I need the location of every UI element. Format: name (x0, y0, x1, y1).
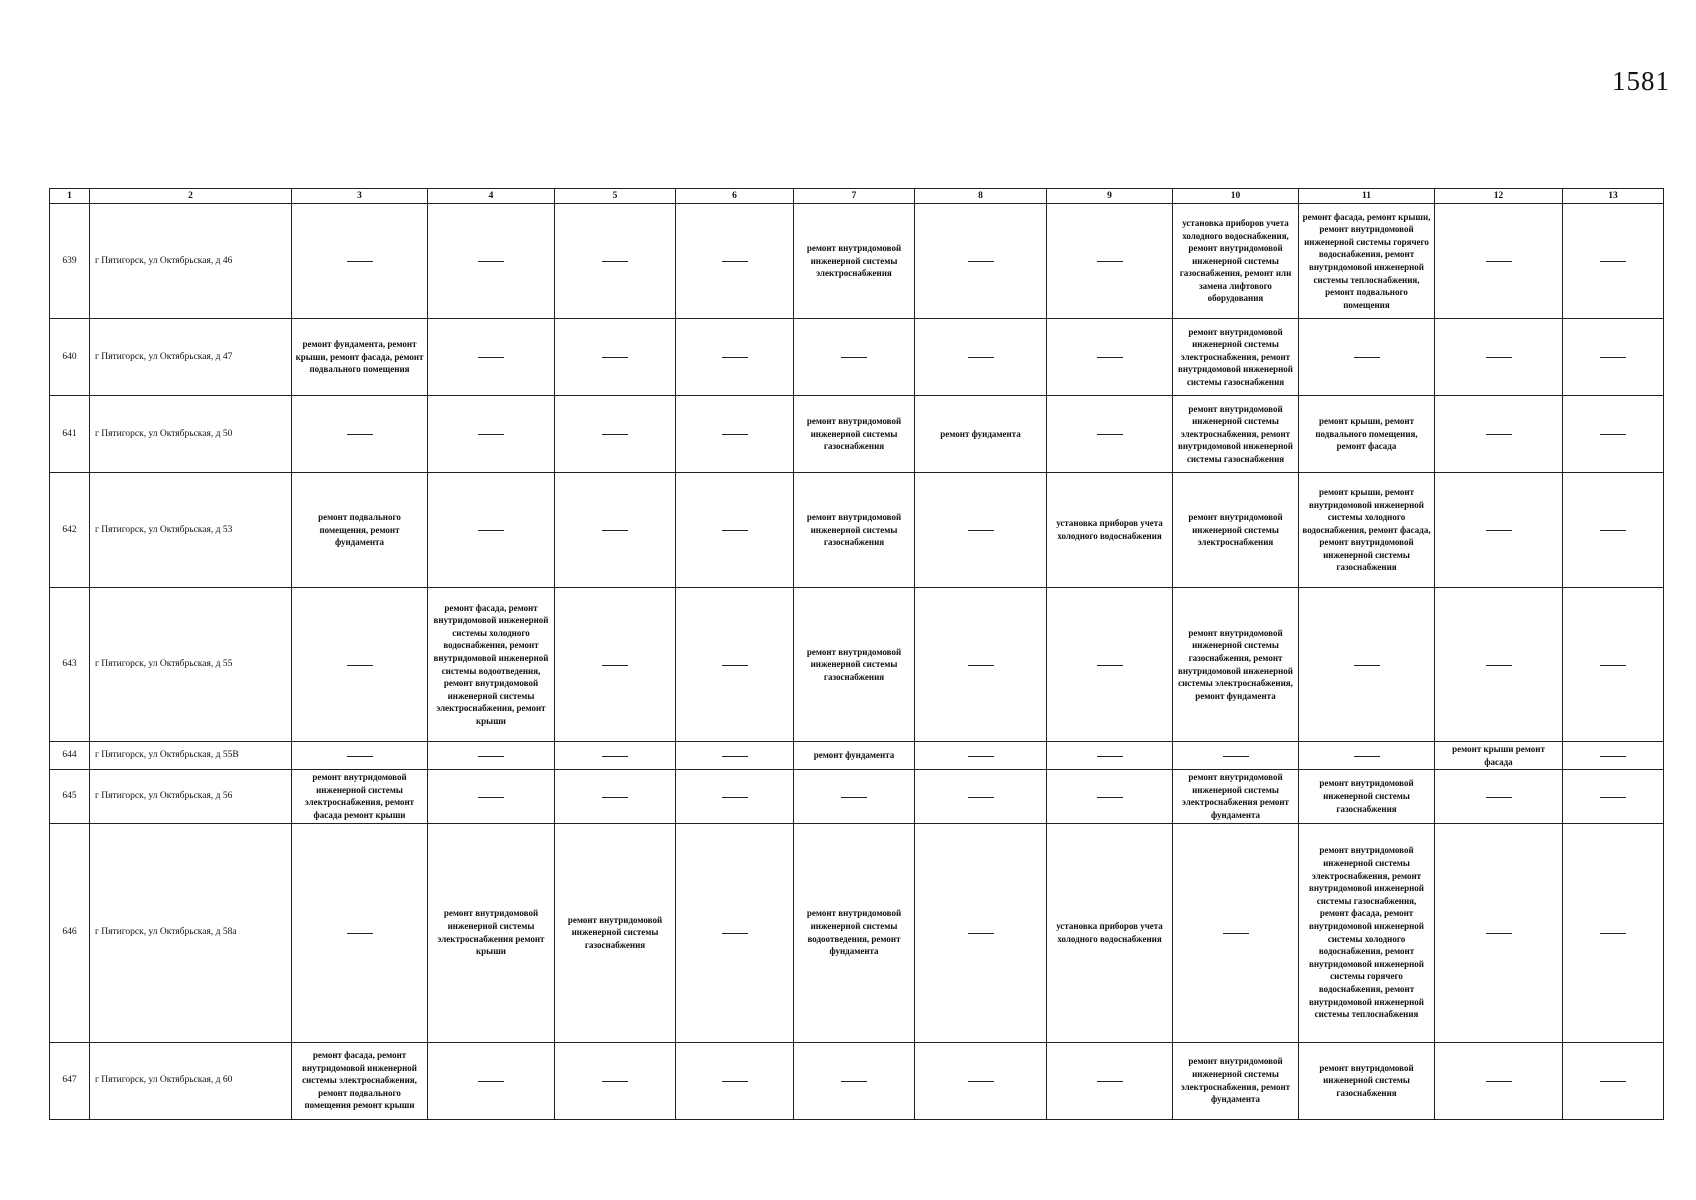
dash-mark (722, 261, 748, 262)
work-type-cell: ремонт внутридомовой инженерной системы водоотведения, ремонт фундамента (794, 823, 915, 1042)
empty-cell (676, 473, 794, 588)
dash-mark (968, 530, 994, 531)
address-cell: г Пятигорск, ул Октябрьская, д 60 (90, 1042, 292, 1119)
empty-cell (1563, 823, 1664, 1042)
dash-mark (1600, 530, 1626, 531)
dash-mark (1097, 1081, 1123, 1082)
dash-mark (602, 797, 628, 798)
dash-mark (1354, 665, 1380, 666)
dash-mark (1223, 933, 1249, 934)
work-type-cell: ремонт фундамента (915, 396, 1047, 473)
dash-mark (347, 665, 373, 666)
empty-cell (1563, 770, 1664, 823)
dash-mark (1097, 756, 1123, 757)
dash-mark (478, 261, 504, 262)
work-type-cell: ремонт внутридомовой инженерной системы газоснабжения (555, 823, 676, 1042)
work-type-cell: ремонт внутридомовой инженерной системы газоснабжения (794, 396, 915, 473)
dash-mark (602, 261, 628, 262)
column-header: 4 (428, 189, 555, 204)
work-type-cell: ремонт фасада, ремонт внутридомовой инженерной системы электроснабжения, ремонт подвального помещения ремонт крыши (292, 1042, 428, 1119)
empty-cell (292, 823, 428, 1042)
dash-mark (722, 797, 748, 798)
address-cell: г Пятигорск, ул Октябрьская, д 58а (90, 823, 292, 1042)
empty-cell (1047, 588, 1173, 742)
work-type-cell: ремонт фасада, ремонт крыши, ремонт внутридомовой инженерной системы горячего водоснабжения, ремонт внутридомовой инженерной системы теплоснабжения, ремонт подвального помещения (1299, 204, 1435, 319)
empty-cell (676, 823, 794, 1042)
work-type-cell: ремонт фундамента, ремонт крыши, ремонт фасада, ремонт подвального помещения (292, 319, 428, 396)
empty-cell (1299, 742, 1435, 770)
dash-mark (478, 530, 504, 531)
column-header: 5 (555, 189, 676, 204)
address-cell: г Пятигорск, ул Октябрьская, д 47 (90, 319, 292, 396)
empty-cell (1435, 1042, 1563, 1119)
table-row (50, 770, 1664, 823)
dash-mark (1097, 665, 1123, 666)
row-number-cell: 643 (50, 588, 90, 742)
dash-mark (722, 756, 748, 757)
column-header: 6 (676, 189, 794, 204)
column-header: 9 (1047, 189, 1173, 204)
column-header: 10 (1173, 189, 1299, 204)
empty-cell (1047, 204, 1173, 319)
dash-mark (968, 756, 994, 757)
dash-mark (1486, 261, 1512, 262)
table-row (50, 1042, 1664, 1119)
table-row (50, 396, 1664, 473)
dash-mark (1600, 357, 1626, 358)
dash-mark (347, 434, 373, 435)
dash-mark (968, 261, 994, 262)
column-header: 2 (90, 189, 292, 204)
table-row (50, 823, 1664, 1042)
dash-mark (841, 1081, 867, 1082)
empty-cell (915, 319, 1047, 396)
work-type-cell: установка приборов учета холодного водоснабжения (1047, 823, 1173, 1042)
empty-cell (555, 473, 676, 588)
empty-cell (915, 1042, 1047, 1119)
work-type-cell: установка приборов учета холодного водоснабжения, ремонт внутридомовой инженерной системы газоснабжения, ремонт или замена лифтового оборудования (1173, 204, 1299, 319)
work-type-cell: ремонт внутридомовой инженерной системы электроснабжения, ремонт фасада ремонт крыши (292, 770, 428, 823)
work-type-cell: ремонт внутридомовой инженерной системы газоснабжения (1299, 1042, 1435, 1119)
column-header: 3 (292, 189, 428, 204)
dash-mark (1486, 530, 1512, 531)
work-type-cell: ремонт внутридомовой инженерной системы газоснабжения (1299, 770, 1435, 823)
row-number-cell: 642 (50, 473, 90, 588)
empty-cell (915, 770, 1047, 823)
empty-cell (1435, 473, 1563, 588)
address-cell: г Пятигорск, ул Октябрьская, д 55 (90, 588, 292, 742)
empty-cell (428, 1042, 555, 1119)
work-type-cell: ремонт внутридомовой инженерной системы электроснабжения, ремонт внутридомовой инженерной системы газоснабжения (1173, 319, 1299, 396)
empty-cell (1435, 770, 1563, 823)
empty-cell (1563, 204, 1664, 319)
work-type-cell: ремонт внутридомовой инженерной системы электроснабжения, ремонт внутридомовой инженерной системы газоснабжения (1173, 396, 1299, 473)
repair-schedule-table (49, 188, 1664, 1120)
empty-cell (555, 742, 676, 770)
empty-cell (1299, 319, 1435, 396)
dash-mark (478, 1081, 504, 1082)
column-header: 7 (794, 189, 915, 204)
work-type-cell: ремонт внутридомовой инженерной системы газоснабжения, ремонт внутридомовой инженерной системы электроснабжения, ремонт фундамента (1173, 588, 1299, 742)
address-cell: г Пятигорск, ул Октябрьская, д 46 (90, 204, 292, 319)
dash-mark (347, 933, 373, 934)
empty-cell (676, 319, 794, 396)
row-number-cell: 640 (50, 319, 90, 396)
dash-mark (1097, 357, 1123, 358)
table-row (50, 319, 1664, 396)
empty-cell (1047, 770, 1173, 823)
column-header: 8 (915, 189, 1047, 204)
work-type-cell: ремонт крыши, ремонт подвального помещения, ремонт фасада (1299, 396, 1435, 473)
empty-cell (1047, 1042, 1173, 1119)
empty-cell (676, 396, 794, 473)
dash-mark (841, 797, 867, 798)
empty-cell (1563, 396, 1664, 473)
dash-mark (1486, 933, 1512, 934)
dash-mark (1486, 797, 1512, 798)
dash-mark (722, 665, 748, 666)
empty-cell (1563, 588, 1664, 742)
dash-mark (602, 434, 628, 435)
empty-cell (794, 770, 915, 823)
work-type-cell: ремонт фундамента (794, 742, 915, 770)
empty-cell (915, 588, 1047, 742)
address-cell: г Пятигорск, ул Октябрьская, д 56 (90, 770, 292, 823)
dash-mark (602, 756, 628, 757)
empty-cell (1435, 823, 1563, 1042)
empty-cell (676, 742, 794, 770)
empty-cell (1435, 204, 1563, 319)
column-number-row (50, 189, 1664, 204)
empty-cell (428, 396, 555, 473)
column-header: 1 (50, 189, 90, 204)
dash-mark (1486, 665, 1512, 666)
dash-mark (968, 357, 994, 358)
dash-mark (1486, 1081, 1512, 1082)
empty-cell (915, 204, 1047, 319)
dash-mark (1097, 797, 1123, 798)
empty-cell (915, 742, 1047, 770)
dash-mark (1486, 357, 1512, 358)
row-number-cell: 639 (50, 204, 90, 319)
dash-mark (1097, 261, 1123, 262)
empty-cell (1563, 1042, 1664, 1119)
row-number-cell: 645 (50, 770, 90, 823)
empty-cell (555, 204, 676, 319)
empty-cell (555, 319, 676, 396)
empty-cell (555, 588, 676, 742)
dash-mark (1354, 756, 1380, 757)
dash-mark (478, 756, 504, 757)
dash-mark (722, 434, 748, 435)
empty-cell (292, 742, 428, 770)
dash-mark (478, 434, 504, 435)
work-type-cell: ремонт внутридомовой инженерной системы газоснабжения (794, 588, 915, 742)
work-type-cell: ремонт внутридомовой инженерной системы электроснабжения, ремонт внутридомовой инженерной системы газоснабжения, ремонт фасада, ремонт внутридомовой инженерной системы холодного водоснабжения, ремонт внутридомовой инженерной системы горячего водоснабжения, ремонт внутридомовой инженерной системы теплоснабжения (1299, 823, 1435, 1042)
dash-mark (1223, 756, 1249, 757)
empty-cell (1435, 588, 1563, 742)
row-number-cell: 647 (50, 1042, 90, 1119)
empty-cell (676, 770, 794, 823)
page-number: 1581 (1612, 66, 1670, 96)
dash-mark (1600, 756, 1626, 757)
address-cell: г Пятигорск, ул Октябрьская, д 53 (90, 473, 292, 588)
dash-mark (602, 357, 628, 358)
work-type-cell: ремонт внутридомовой инженерной системы электроснабжения (794, 204, 915, 319)
empty-cell (676, 204, 794, 319)
dash-mark (722, 1081, 748, 1082)
empty-cell (1563, 319, 1664, 396)
table-row (50, 742, 1664, 770)
dash-mark (722, 933, 748, 934)
empty-cell (292, 204, 428, 319)
empty-cell (428, 742, 555, 770)
dash-mark (1600, 1081, 1626, 1082)
empty-cell (676, 1042, 794, 1119)
dash-mark (347, 261, 373, 262)
dash-mark (1600, 797, 1626, 798)
column-header: 12 (1435, 189, 1563, 204)
column-header: 11 (1299, 189, 1435, 204)
empty-cell (555, 1042, 676, 1119)
row-number-cell: 646 (50, 823, 90, 1042)
dash-mark (347, 756, 373, 757)
dash-mark (602, 665, 628, 666)
row-number-cell: 641 (50, 396, 90, 473)
dash-mark (1600, 434, 1626, 435)
empty-cell (1173, 823, 1299, 1042)
dash-mark (968, 797, 994, 798)
work-type-cell: ремонт подвального помещения, ремонт фундамента (292, 473, 428, 588)
column-header: 13 (1563, 189, 1664, 204)
work-type-cell: установка приборов учета холодного водоснабжения (1047, 473, 1173, 588)
empty-cell (1435, 396, 1563, 473)
dash-mark (722, 530, 748, 531)
empty-cell (428, 319, 555, 396)
dash-mark (1600, 665, 1626, 666)
table-row (50, 473, 1664, 588)
empty-cell (676, 588, 794, 742)
address-cell: г Пятигорск, ул Октябрьская, д 50 (90, 396, 292, 473)
empty-cell (1047, 742, 1173, 770)
dash-mark (722, 357, 748, 358)
work-type-cell: ремонт крыши ремонт фасада (1435, 742, 1563, 770)
empty-cell (1047, 396, 1173, 473)
row-number-cell: 644 (50, 742, 90, 770)
work-type-cell: ремонт внутридомовой инженерной системы электроснабжения, ремонт фундамента (1173, 1042, 1299, 1119)
address-cell: г Пятигорск, ул Октябрьская, д 55В (90, 742, 292, 770)
empty-cell (915, 473, 1047, 588)
empty-cell (794, 319, 915, 396)
work-type-cell: ремонт фасада, ремонт внутридомовой инженерной системы холодного водоснабжения, ремонт внутридомовой инженерной системы водоотведения, ремонт внутридомовой инженерной системы электроснабжения, ремонт крыши (428, 588, 555, 742)
dash-mark (968, 665, 994, 666)
empty-cell (1435, 319, 1563, 396)
dash-mark (602, 1081, 628, 1082)
dash-mark (1354, 357, 1380, 358)
empty-cell (292, 588, 428, 742)
table-row (50, 204, 1664, 319)
table-row (50, 588, 1664, 742)
empty-cell (555, 770, 676, 823)
dash-mark (1486, 434, 1512, 435)
empty-cell (915, 823, 1047, 1042)
empty-cell (428, 473, 555, 588)
work-type-cell: ремонт крыши, ремонт внутридомовой инженерной системы холодного водоснабжения, ремонт фасада, ремонт внутридомовой инженерной системы газоснабжения (1299, 473, 1435, 588)
empty-cell (1563, 742, 1664, 770)
empty-cell (292, 396, 428, 473)
empty-cell (1047, 319, 1173, 396)
empty-cell (428, 204, 555, 319)
dash-mark (1600, 933, 1626, 934)
dash-mark (602, 530, 628, 531)
empty-cell (1299, 588, 1435, 742)
empty-cell (428, 770, 555, 823)
dash-mark (841, 357, 867, 358)
dash-mark (1600, 261, 1626, 262)
work-type-cell: ремонт внутридомовой инженерной системы электроснабжения (1173, 473, 1299, 588)
empty-cell (555, 396, 676, 473)
empty-cell (1563, 473, 1664, 588)
dash-mark (1097, 434, 1123, 435)
empty-cell (1173, 742, 1299, 770)
dash-mark (968, 933, 994, 934)
dash-mark (968, 1081, 994, 1082)
work-type-cell: ремонт внутридомовой инженерной системы газоснабжения (794, 473, 915, 588)
empty-cell (794, 1042, 915, 1119)
dash-mark (478, 797, 504, 798)
work-type-cell: ремонт внутридомовой инженерной системы электроснабжения ремонт крыши (428, 823, 555, 1042)
work-type-cell: ремонт внутридомовой инженерной системы электроснабжения ремонт фундамента (1173, 770, 1299, 823)
dash-mark (478, 357, 504, 358)
